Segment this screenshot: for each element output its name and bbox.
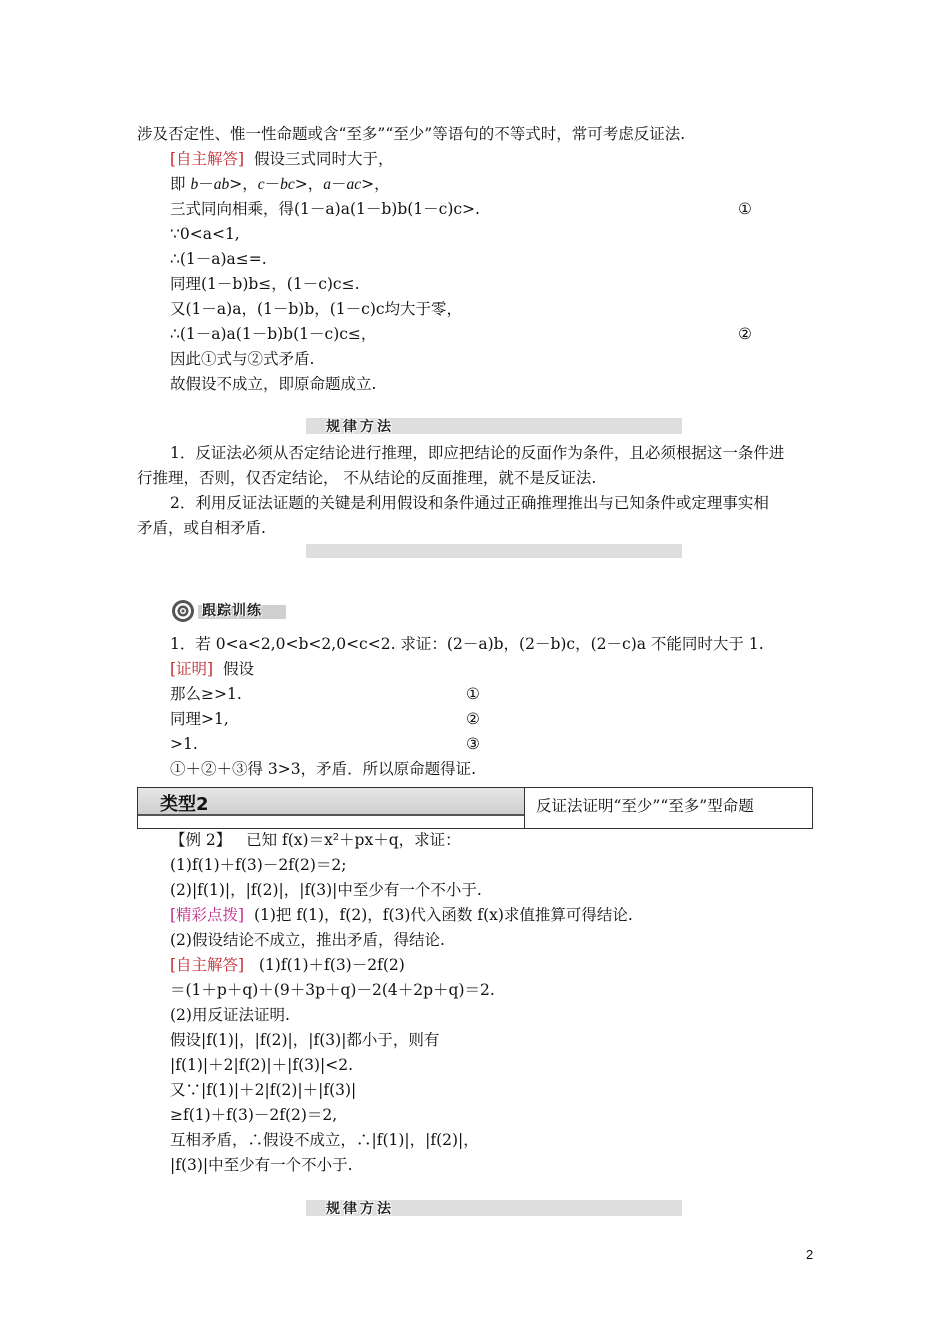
proof-tag: [证明] [170, 660, 214, 678]
tracking-header [170, 599, 288, 623]
method-label: 规律方法 [326, 419, 394, 435]
hint-line: [精彩点拨] (1)把 f(1)，f(2)，f(3)代入函数 f(x)求值推算可得结论. [170, 906, 633, 924]
solution-step-7: ≥f(1)＋f(3)－2f(2)＝2, [170, 1106, 338, 1124]
example2-line [170, 830, 461, 850]
example2-head: 【例 2】 [170, 831, 232, 849]
range-line: ∵0<a<1, [170, 225, 240, 243]
conclusion-line: 故假设不成立，即原命题成立. [170, 375, 377, 393]
type2-title: 反证法证明“至少”“至多”型命题 [536, 797, 754, 815]
type2-label: 类型2 [160, 794, 209, 815]
product-bound-line: ∴(1－a)a(1－b)b(1－c)c≤， [170, 325, 377, 343]
method-bar [306, 418, 682, 434]
bound-line-bc: 同理(1－b)b≤，(1－c)c≤. [170, 275, 360, 293]
tracking-question: 1．若 0<a<2,0<b<2,0<c<2. 求证：(2－a)b，(2－b)c，(2－c)a 不能同时大于 1. [170, 635, 764, 653]
proof-line: [证明] 假设 [170, 660, 254, 678]
example2-q2: (2)|f(1)|，|f(2)|，|f(3)|中至少有一个不小于. [170, 881, 482, 899]
solution-step-4: 假设|f(1)|，|f(2)|，|f(3)|都小于，则有 [170, 1031, 440, 1049]
method-bar-2 [306, 1200, 682, 1216]
proof-number-3: ③ [466, 735, 480, 753]
assume-text: 假设三式同时大于， [253, 150, 394, 168]
method-point-2: 2．利用反证法证题的关键是利用假设和条件通过正确推理推出与已知条件或定理事实相 [170, 494, 769, 512]
proof-step-2: 同理>1, [170, 710, 229, 728]
example2-given: 已知 f(x)＝x²＋px＋q，求证： [246, 831, 461, 849]
proof-step-1: 那么≥>1. [170, 685, 242, 703]
method-point-1: 1．反证法必须从否定结论进行推理，即应把结论的反面作为条件，且必须根据这一条件进 [170, 444, 785, 462]
solution-tag: [自主解答] [170, 956, 245, 974]
product-line: 三式同向相乘，得(1－a)a(1－b)b(1－c)c>. [170, 200, 480, 218]
intro-text: 涉及否定性、惟一性命题或含“至多”“至少”等语句的不等式时，常可考虑反证法. [137, 125, 686, 143]
solution-line: [自主解答] (1)f(1)＋f(3)－2f(2) [170, 956, 405, 974]
equation-number-2: ② [738, 325, 752, 343]
contradiction-line: 因此①式与②式矛盾. [170, 350, 315, 368]
method-point-1-cont: 行推理，否则，仅否定结论， 不从结论的反面推理，就不是反证法. [137, 469, 597, 487]
hint-line-2: (2)假设结论不成立，推出矛盾，得结论. [170, 931, 445, 949]
method-point-2-cont: 矛盾，或自相矛盾. [137, 519, 266, 537]
solution-step-5: |f(1)|＋2|f(2)|＋|f(3)|<2. [170, 1056, 354, 1074]
equation-number-1: ① [738, 200, 752, 218]
proof-step-3: >1. [170, 735, 198, 753]
solution-step-3: (2)用反证法证明. [170, 1006, 290, 1024]
proof-number-1: ① [466, 685, 480, 703]
method-label-2: 规律方法 [326, 1201, 394, 1217]
bound-line-a: ∴(1－a)a≤=. [170, 250, 267, 268]
self-solution-tag: [自主解答] [170, 150, 245, 168]
positive-line: 又(1－a)a，(1－b)b，(1－c)c均大于零， [170, 300, 463, 318]
solution-step-6: 又∵|f(1)|＋2|f(2)|＋|f(3)| [170, 1081, 357, 1099]
example2-q1: (1)f(1)＋f(3)－2f(2)＝2; [170, 856, 347, 874]
self-solution-line [170, 149, 393, 169]
target-icon [170, 599, 198, 623]
solution-step-2: ＝(1＋p＋q)＋(9＋3p＋q)－2(4＋2p＋q)＝2. [170, 981, 495, 999]
proof-conclusion: ①＋②＋③得 3>3，矛盾．所以原命题得证. [170, 760, 477, 778]
tracking-label: 跟踪训练 [202, 603, 262, 619]
hint-tag: [精彩点拨] [170, 906, 245, 924]
type2-header [137, 787, 813, 829]
proof-number-2: ② [466, 710, 480, 728]
page-number: 2 [806, 1247, 814, 1262]
inequality-line: 即 b－ab>，c－bc>，a－ac>， [170, 175, 390, 193]
method-end-bar [306, 544, 682, 558]
solution-step-9: |f(3)|中至少有一个不小于. [170, 1156, 353, 1174]
solution-step-8: 互相矛盾，∴假设不成立，∴|f(1)|，|f(2)|， [170, 1131, 479, 1149]
